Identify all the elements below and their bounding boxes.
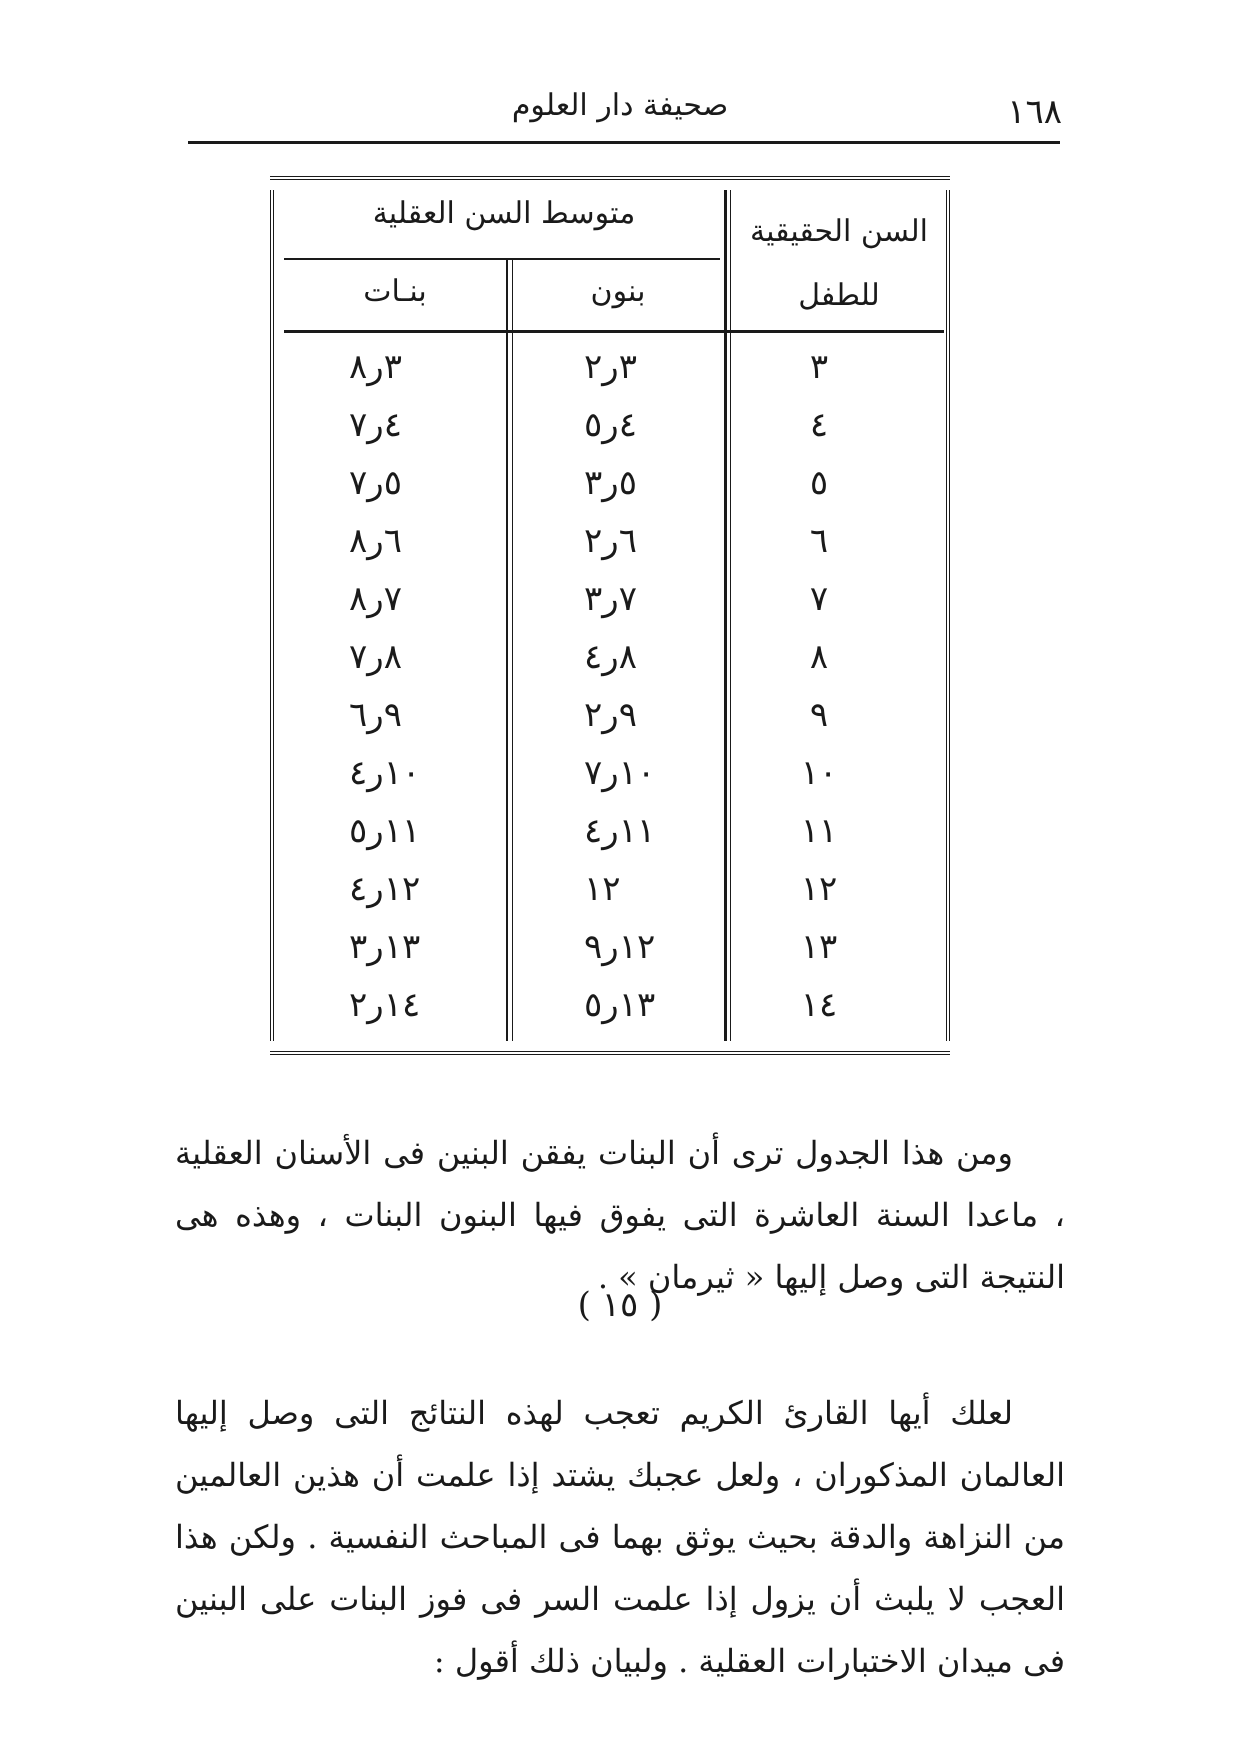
subheader-rule bbox=[284, 258, 720, 260]
cell-real-age: ٤ bbox=[809, 405, 829, 445]
table-row bbox=[274, 802, 954, 860]
table-row bbox=[274, 512, 954, 570]
cell-real-age: ٩ bbox=[809, 695, 829, 735]
header-girls: بنـات bbox=[363, 274, 427, 309]
cell-real-age: ١١ bbox=[800, 811, 838, 851]
cell-boys: ٨ر٤ bbox=[584, 637, 637, 677]
cell-real-age: ٣ bbox=[809, 347, 829, 387]
cell-real-age: ٥ bbox=[809, 463, 829, 503]
cell-boys: ١٢ر٩ bbox=[584, 927, 656, 967]
cell-girls: ١٤ر٢ bbox=[349, 985, 421, 1025]
cell-boys: ٩ر٢ bbox=[584, 695, 637, 735]
cell-girls: ٦ر٨ bbox=[349, 521, 402, 561]
table-row bbox=[274, 628, 954, 686]
cell-boys: ١٣ر٥ bbox=[584, 985, 656, 1025]
cell-girls: ٥ر٧ bbox=[349, 463, 402, 503]
cell-girls: ٨ر٧ bbox=[349, 637, 402, 677]
cell-real-age: ١٣ bbox=[800, 927, 838, 967]
table-row bbox=[274, 454, 954, 512]
cell-real-age: ٨ bbox=[809, 637, 829, 677]
cell-boys: ٤ر٥ bbox=[584, 405, 637, 445]
section-number: ( ١٥ ) bbox=[577, 1285, 663, 1325]
cell-girls: ١٣ر٣ bbox=[349, 927, 421, 967]
cell-girls: ٣ر٨ bbox=[349, 347, 402, 387]
table-row bbox=[274, 918, 954, 976]
cell-real-age: ٧ bbox=[809, 579, 829, 619]
table-row bbox=[274, 570, 954, 628]
cell-girls: ١١ر٥ bbox=[349, 811, 421, 851]
paragraph-explanation: لعلك أيها القارئ الكريم تعجب لهذه النتائج التى وصل إليها العالمان المذكوران ، ولعل عجبك يشتد إذا علمت أن هذين العالمين من النزاهة والدقة بحيث يوثق بهما فى المباحث النفسية . ولكن هذا العجب لا يلبث أن يزول إذا علمت السر فى فوز البنات على البنين فى ميدان الاختبارات العقلية . ولبيان ذلك أقول : bbox=[175, 1394, 1066, 1680]
table-frame bbox=[270, 190, 950, 1041]
cell-boys: ٥ر٣ bbox=[584, 463, 637, 503]
table-row bbox=[274, 686, 954, 744]
cell-boys: ٦ر٢ bbox=[584, 521, 637, 561]
cell-girls: ٤ر٧ bbox=[349, 405, 402, 445]
cell-real-age: ٦ bbox=[809, 521, 829, 561]
cell-girls: ١٠ر٤ bbox=[349, 753, 421, 793]
cell-real-age: ١٤ bbox=[800, 985, 838, 1025]
cell-boys: ١٠ر٧ bbox=[584, 753, 656, 793]
running-title: صحيفة دار العلوم bbox=[511, 88, 729, 123]
table-row bbox=[274, 396, 954, 454]
paragraph-conclusion: ومن هذا الجدول ترى أن البنات يفقن البنين فى الأسنان العقلية ، ماعدا السنة العاشرة التى يفوق فيها البنون البنات ، وهذه هى النتيجة التى وصل إليها « ثيرمان » . bbox=[175, 1134, 1065, 1296]
cell-real-age: ١٢ bbox=[800, 869, 838, 909]
cell-boys: ١٢ bbox=[584, 869, 621, 909]
header-rule-table bbox=[284, 330, 944, 333]
table-body bbox=[274, 338, 954, 1034]
page-number: ١٦٨ bbox=[1007, 92, 1062, 132]
table-row bbox=[274, 338, 954, 396]
cell-girls: ٧ر٨ bbox=[349, 579, 402, 619]
cell-girls: ١٢ر٤ bbox=[349, 869, 421, 909]
cell-girls: ٩ر٦ bbox=[349, 695, 402, 735]
header-mental-age: متوسط السن العقلية bbox=[372, 196, 636, 231]
cell-boys: ١١ر٤ bbox=[584, 811, 656, 851]
mental-age-table bbox=[270, 176, 950, 1055]
header-boys: بنون bbox=[590, 274, 646, 309]
cell-boys: ٣ر٢ bbox=[584, 347, 637, 387]
table-row bbox=[274, 860, 954, 918]
header-real-age: السن الحقيقية للطفل bbox=[750, 214, 928, 313]
cell-real-age: ١٠ bbox=[800, 753, 838, 793]
table-row bbox=[274, 976, 954, 1034]
header-rule bbox=[188, 141, 1060, 144]
cell-boys: ٧ر٣ bbox=[584, 579, 637, 619]
table-row bbox=[274, 744, 954, 802]
